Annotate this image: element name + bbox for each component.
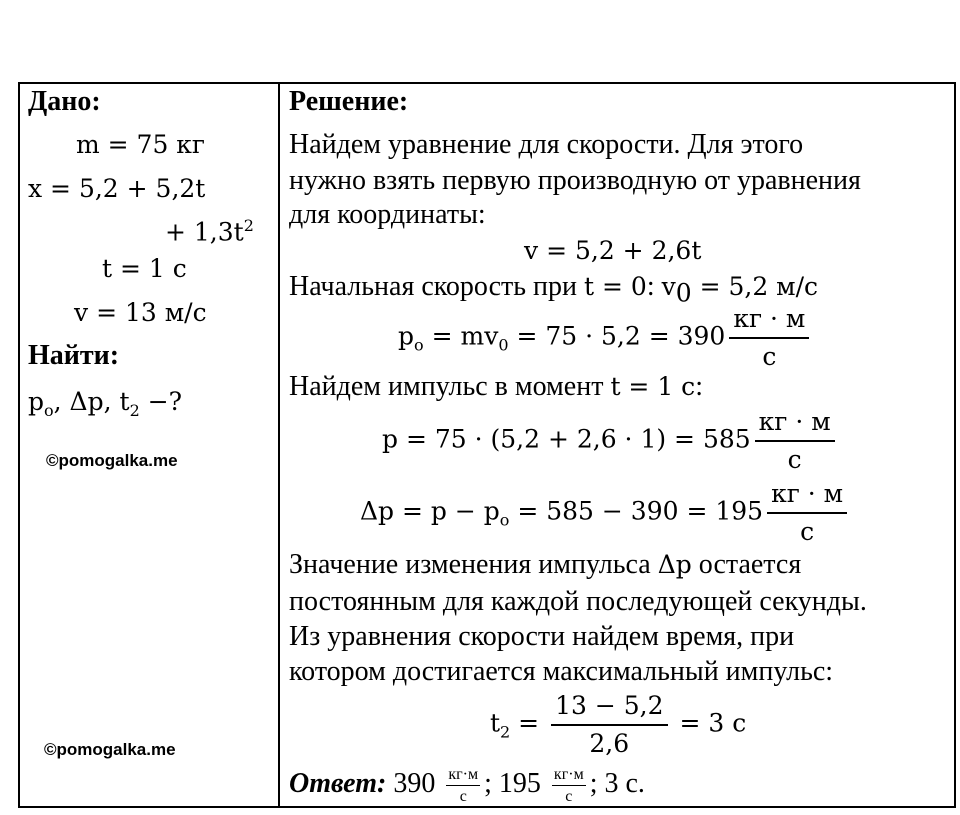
answer-label: Ответ: [289,768,387,799]
solution-text-line: Значение изменения импульса Δp остается [289,549,802,580]
solution-text-line: нужно взять первую производную от уравнения [289,165,861,196]
solution-text-line: Найдем уравнение для скорости. Для этого [289,129,804,160]
solution-text-line: постоянным для каждой последующей секунды. [289,586,867,617]
initial-speed-line: Начальная скорость при t = 0: $v_0 = 5,2$ м/с [289,271,819,308]
given-time: t = 1 с [102,254,187,283]
column-divider [278,82,280,808]
find-quantities: $p_o$, Δp, $t_2$ −? [28,387,183,420]
given-heading: Дано: [28,86,101,117]
impulse-moment-line: Найдем импульс в момент t = 1 с: [289,371,703,402]
solution-text-line: Из уравнения скорости найдем время, при [289,621,795,652]
given-mass: m = 75 кг [76,130,206,159]
given-x-line2: + $1,3t^2$ [165,216,254,247]
equation-momentum: p = 75 · (5,2 + 2,6 · 1) = 585 $\frac{кг \cdot м}{с}$ [382,406,839,476]
given-velocity: v = 13 м/с [74,298,207,327]
answer-line: Ответ: 390 $\frac{кг\cdot м}{с}$ ; 195 $\frac{кг\cdot м}{с}$ ; 3 с. [289,766,645,805]
solution-heading: Решение: [289,86,409,117]
solution-text-line: для координаты: [289,199,486,230]
watermark: ©pomogalka.me [44,740,176,759]
equation-initial-momentum: $p_o = mv_0 = 75 \cdot 5,2 = 390$ $\frac{кг \cdot м}{с}$ [398,303,813,373]
equation-momentum-change: $\Delta p = p - p_o = 585 - 390 = 195$ $\frac{кг \cdot м}{с}$ [360,478,851,548]
solution-text-line: котором достигается максимальный импульс: [289,656,834,687]
find-heading: Найти: [28,340,120,371]
given-x-line1: x = 5,2 + 5,2t [28,174,206,203]
watermark: ©pomogalka.me [46,451,178,470]
equation-time: $t_2$ = $\frac{13 - 5,2}{2,6}$ = 3 с [490,691,747,758]
equation-velocity: v = 5,2 + 2,6t [524,236,702,265]
